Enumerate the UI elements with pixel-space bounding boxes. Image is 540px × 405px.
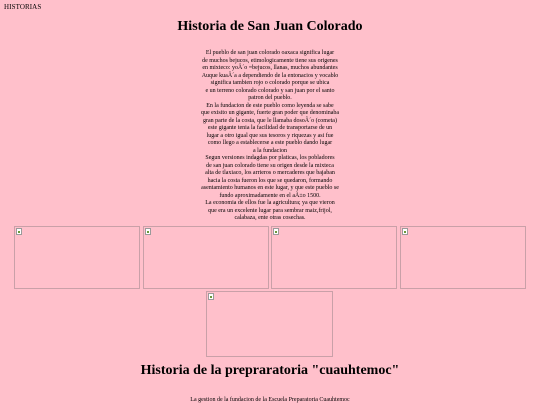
history-line: de muchos bejucos, etimologicamente tiene sus origenes bbox=[202, 57, 338, 64]
gallery-image-5 bbox=[206, 291, 333, 357]
gallery-image-4 bbox=[400, 226, 526, 289]
nav-link-historias[interactable]: HISTORIAS bbox=[4, 3, 42, 11]
history-line: que era un excelente lugar para sembrar maiz,frijol, bbox=[208, 207, 332, 214]
broken-image-icon bbox=[16, 228, 22, 235]
broken-image-icon bbox=[145, 228, 151, 235]
gallery-image-2 bbox=[143, 226, 269, 289]
broken-image-icon bbox=[273, 228, 279, 235]
history-line: asentamiento humanos en este lugar, y que este pueblo se bbox=[201, 185, 339, 191]
history-line: El pueblo de san juan colorado oaxaca significa lugar bbox=[205, 50, 335, 56]
history-line: calabaza, ente otras cosechas. bbox=[234, 215, 306, 221]
gallery-image-3 bbox=[271, 226, 397, 289]
history-line: este gigante tenia la facilidad de transportarse de un bbox=[207, 125, 333, 131]
history-line: gran parte de la costa, que le llamaba dosoÂ´o (cometa) bbox=[203, 117, 337, 124]
image-gallery-row bbox=[14, 226, 526, 291]
history-line: e un terreno colorado colorado y san juan por el santo bbox=[205, 87, 335, 94]
history-line: que exisito un gigante, fuerte gran poder que denominaba bbox=[200, 110, 340, 116]
history-line: En la fundacion de este pueblo como leyenda se sabe bbox=[206, 102, 334, 109]
history-line: La economia de ellos fue la agricultura; ya que vieron bbox=[205, 200, 335, 206]
section-title-preparatoria: Historia de la prepraratoria "cuauhtemoc" bbox=[140, 363, 400, 378]
history-line: lugar a otro igual que sus tesoros y riquezas y asi fue bbox=[206, 132, 334, 139]
preparatoria-intro-text: La gestion de la fundacion de la Escuela Preparatoria Cuauhtemoc bbox=[190, 397, 350, 403]
section-title-san-juan: Historia de San Juan Colorado bbox=[177, 19, 363, 34]
history-text-block bbox=[150, 50, 390, 223]
history-line: hacia la costa fueron los que se quedaron, formando bbox=[207, 177, 333, 184]
history-line: Auque kuaÂ´a a dependiendo de la entonacios y vocablo bbox=[201, 72, 339, 79]
history-line: como llego a establecerse a este pueblo dando lugar bbox=[207, 140, 333, 146]
broken-image-icon bbox=[208, 293, 214, 300]
history-line: a la fundacion bbox=[253, 147, 287, 154]
history-line: fundo aproximadamente en el aÃ±o 1500. bbox=[219, 192, 321, 199]
history-line: en mixteco: yoÂ´o =bejucos, llanas, muchos abundantes bbox=[202, 65, 338, 71]
history-line: patron del pueblo. bbox=[248, 95, 292, 101]
history-line: Segun versiones indagdas por platicas, los pobladores bbox=[205, 155, 335, 161]
history-line: significa tambien rojo o colorado porque se ubica bbox=[210, 80, 330, 86]
history-line: alta de tlaxiaco, los arrieros o mercaderes que bajaban bbox=[205, 170, 335, 176]
gallery-image-1 bbox=[14, 226, 140, 289]
history-line: de san juan colorado tiene su origen desde la mixteca bbox=[206, 162, 334, 169]
broken-image-icon bbox=[402, 228, 408, 235]
